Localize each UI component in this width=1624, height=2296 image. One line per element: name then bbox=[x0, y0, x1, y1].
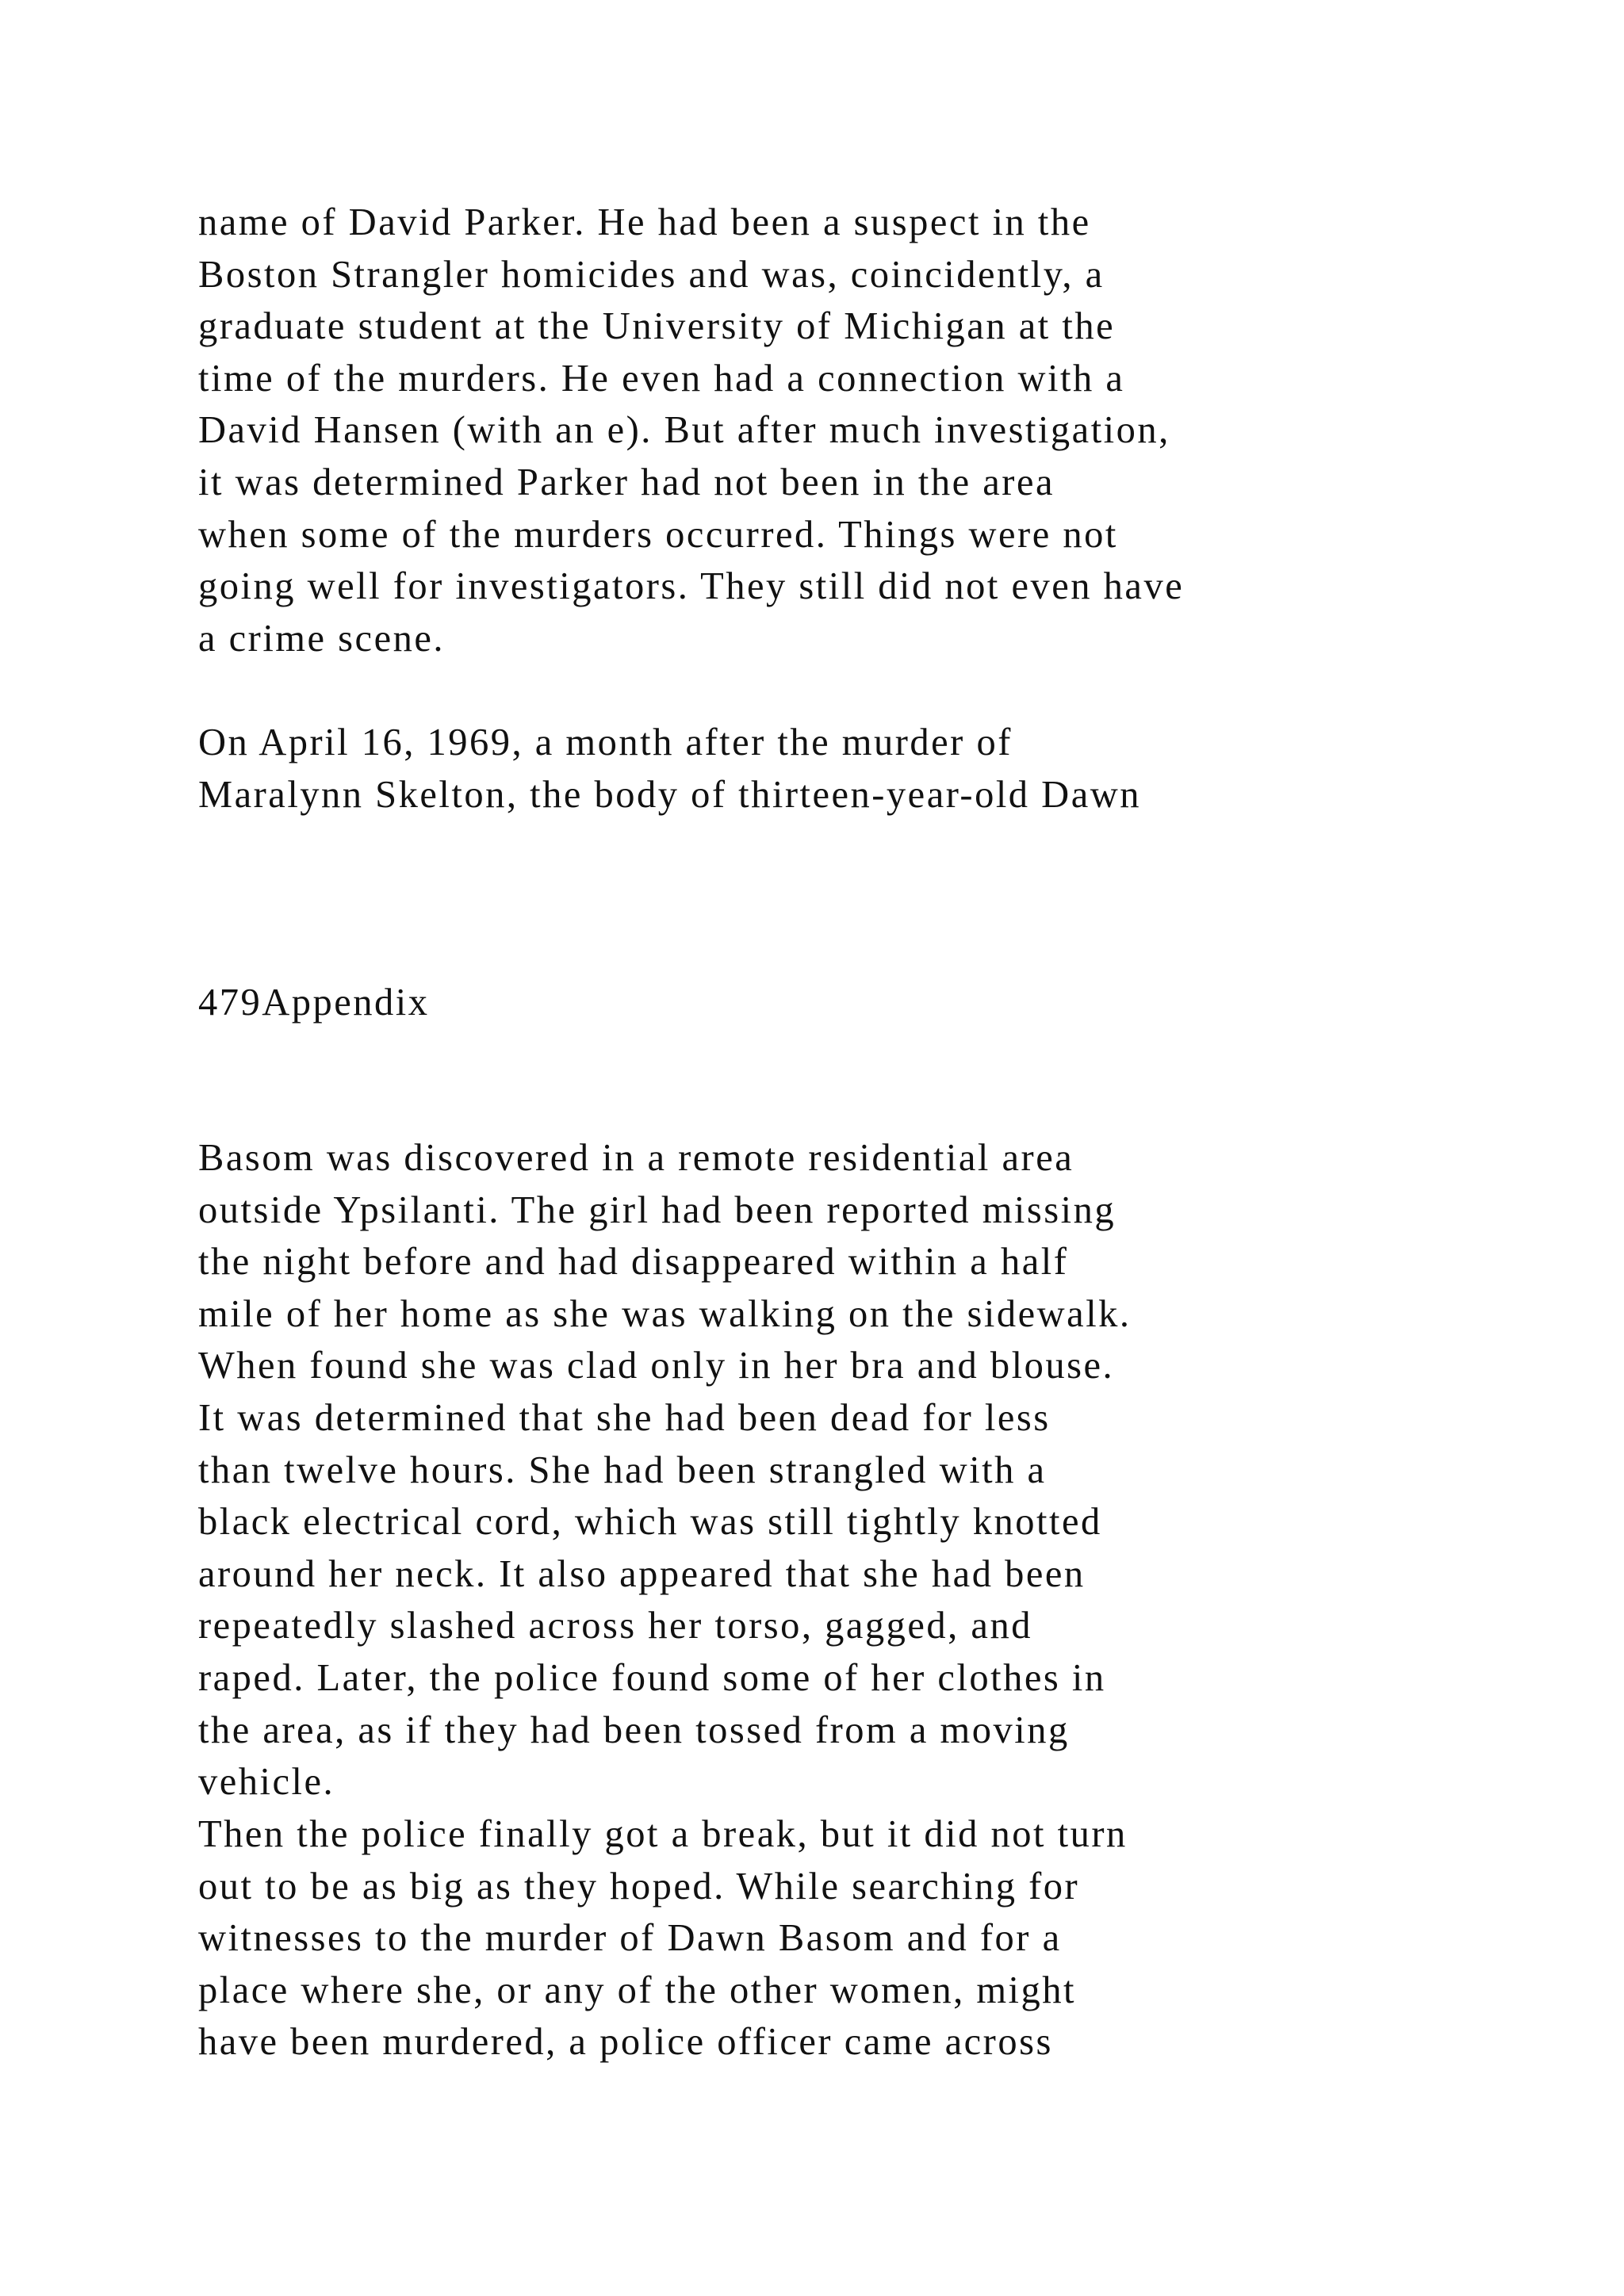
text-line: On April 16, 1969, a month after the murder of bbox=[198, 721, 1013, 763]
text-line: than twelve hours. She had been strangled with a bbox=[198, 1448, 1047, 1491]
text-line: it was determined Parker had not been in the area bbox=[198, 461, 1055, 503]
text-line: outside Ypsilanti. The girl had been reported missing bbox=[198, 1188, 1116, 1231]
text-line: raped. Later, the police found some of her clothes in bbox=[198, 1656, 1106, 1699]
paragraph-david-parker bbox=[198, 197, 1546, 664]
text-line: out to be as big as they hoped. While searching for bbox=[198, 1865, 1080, 1908]
text-line: graduate student at the University of Michigan at the bbox=[198, 305, 1116, 348]
text-line: have been murdered, a police officer came across bbox=[198, 2021, 1053, 2064]
text-line: place where she, or any of the other women, might bbox=[198, 1969, 1076, 2011]
page-number-header bbox=[198, 977, 1546, 1029]
text-line: time of the murders. He even had a connection with a bbox=[198, 357, 1125, 400]
text-line: mile of her home as she was walking on the sidewalk. bbox=[198, 1292, 1132, 1335]
text-line: the area, as if they had been tossed from a moving bbox=[198, 1709, 1070, 1751]
text-line: When found she was clad only in her bra and blouse. bbox=[198, 1345, 1115, 1387]
text-line: Basom was discovered in a remote residential area bbox=[198, 1137, 1074, 1179]
text-line: when some of the murders occurred. Things were not bbox=[198, 513, 1118, 556]
paragraph-basom-discovered bbox=[198, 1132, 1546, 1808]
paragraph-april-16 bbox=[198, 717, 1546, 821]
text-line: Then the police finally got a break, but it did not turn bbox=[198, 1813, 1128, 1855]
text-line: a crime scene. bbox=[198, 617, 446, 660]
text-line: It was determined that she had been dead for less bbox=[198, 1396, 1051, 1439]
text-line: vehicle. bbox=[198, 1761, 335, 1804]
text-line: going well for investigators. They still did not even have bbox=[198, 565, 1185, 608]
text-line: black electrical cord, which was still tightly knotted bbox=[198, 1501, 1102, 1544]
text-line: repeatedly slashed across her torso, gagged, and bbox=[198, 1605, 1032, 1647]
text-line: Maralynn Skelton, the body of thirteen-year-old Dawn bbox=[198, 773, 1141, 816]
text-line: name of David Parker. He had been a suspect in the bbox=[198, 201, 1091, 243]
text-line: around her neck. It also appeared that she had been bbox=[198, 1552, 1086, 1595]
text-line: the night before and had disappeared within a half bbox=[198, 1241, 1069, 1284]
paragraph-police-break bbox=[198, 1808, 1546, 2068]
page-header-text: 479Appendix bbox=[198, 982, 430, 1024]
text-line: David Hansen (with an e). But after much investigation, bbox=[198, 409, 1170, 452]
text-line: Boston Strangler homicides and was, coincidently, a bbox=[198, 253, 1105, 296]
text-line: witnesses to the murder of Dawn Basom and for a bbox=[198, 1917, 1062, 1960]
